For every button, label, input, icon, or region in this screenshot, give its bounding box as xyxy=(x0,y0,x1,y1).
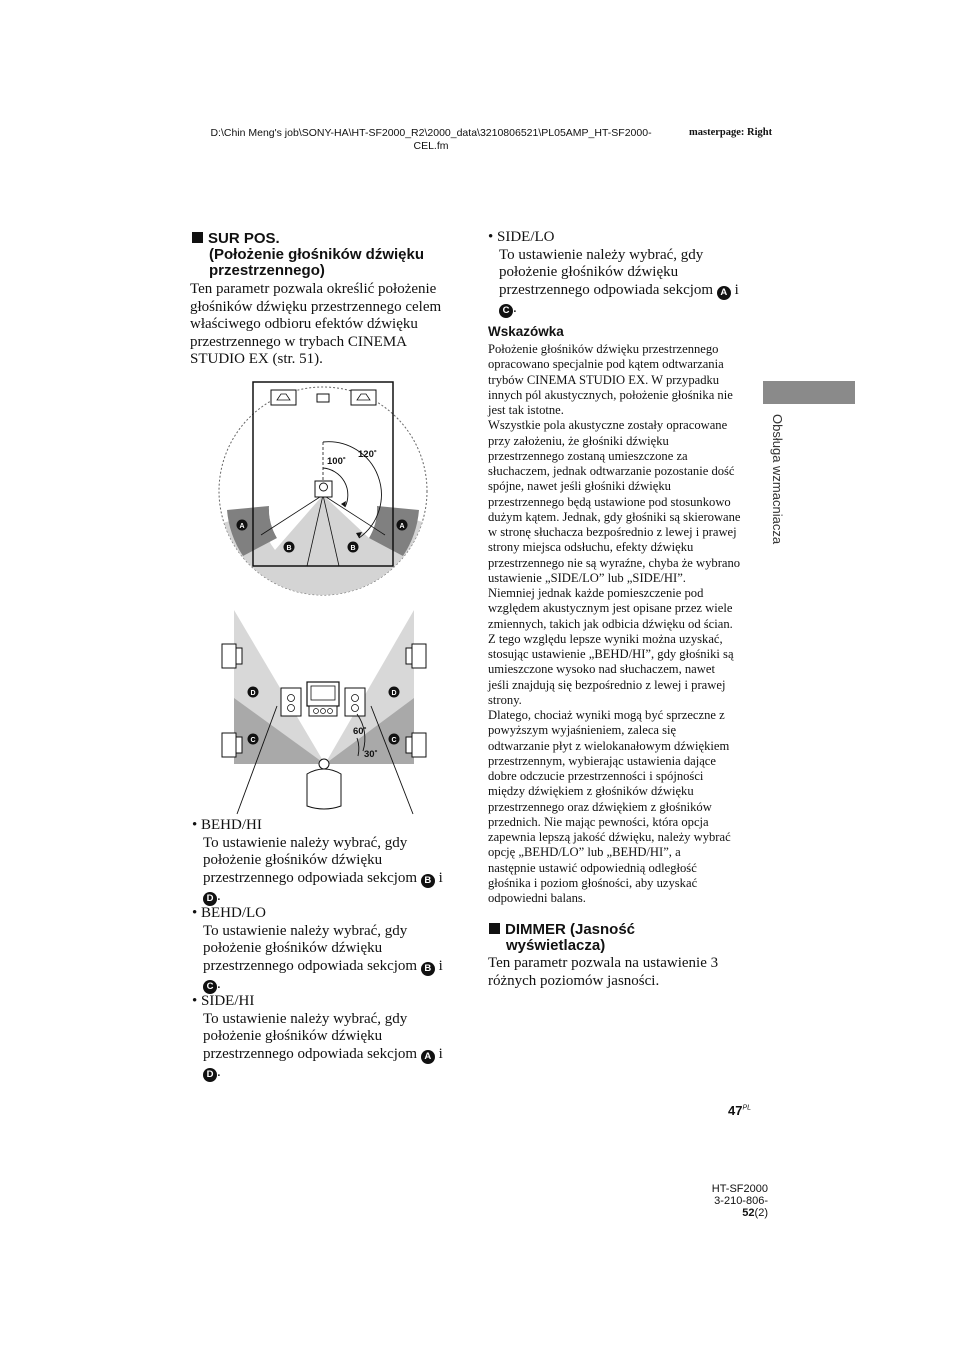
sur-pos-intro xyxy=(190,281,470,369)
section-marker: A xyxy=(421,1050,435,1064)
tip-line: Wszystkie pola akustyczne zostały opracowane xyxy=(488,418,728,433)
option-line: To ustawienie należy wybrać, gdy xyxy=(203,834,408,851)
dimmer-line: Ten parametr pozwala na ustawienie 3 xyxy=(488,955,719,971)
tip-line: jeśli znajdują się bezpośrednio z lewej i prawej xyxy=(488,677,726,692)
label-a-right xyxy=(397,520,408,531)
dimmer-heading xyxy=(489,922,749,954)
option-behd-lo: • BEHD/LO To ustawienie należy wybrać, gdy położenie głośników dźwięku przestrzennego odpowiada sekcjom B i C . xyxy=(192,905,467,994)
option-conj: i xyxy=(438,957,443,974)
option-line: przestrzennego odpowiada sekcjom xyxy=(203,869,418,886)
tip-line: dobre odczucie przestrzenności i spójności xyxy=(488,769,704,783)
label-d-right xyxy=(389,687,400,698)
tip-line: słuchaczem, jednak odtwarzanie pozostanie dość xyxy=(488,464,735,478)
section-tab-marker xyxy=(763,381,855,404)
model-info xyxy=(690,1183,768,1219)
svg-text:B: B xyxy=(350,545,356,552)
tip-line: jest tak istotne. xyxy=(488,403,564,417)
model-name: HT-SF2000 xyxy=(711,1183,768,1195)
file-path-header xyxy=(196,127,666,153)
option-conj: i xyxy=(438,869,443,886)
angle-30-label: 30˚ xyxy=(364,749,378,760)
option-line: przestrzennego odpowiada sekcjom xyxy=(499,281,714,298)
rear-left-high-speaker-icon xyxy=(222,644,236,668)
section-marker: C xyxy=(499,304,513,318)
tip-line: opcję „BEHD/LO” lub „BEHD/HI”, a xyxy=(488,845,681,860)
angle-120-label: 120˚ xyxy=(358,449,378,460)
option-end: . xyxy=(217,887,221,904)
section-side-label-text: Obsługa wzmacniacza xyxy=(770,414,785,545)
option-side-lo: • SIDE/LO To ustawienie należy wybrać, gdy położenie głośników dźwięku przestrzennego odpowiada sekcjom A i C . xyxy=(488,229,753,318)
option-line: przestrzennego odpowiada sekcjom xyxy=(203,957,418,974)
sur-pos-heading xyxy=(192,231,462,279)
tip-line: powyższym wyjaśnieniem, zaleca się xyxy=(488,723,677,738)
svg-text:A: A xyxy=(399,523,405,530)
option-line: To ustawienie należy wybrać, gdy xyxy=(499,246,704,263)
tip-line: ustawienie „SIDE/LO” lub „SIDE/HI”. xyxy=(488,570,686,585)
masterpage-label: masterpage: Right xyxy=(689,127,773,138)
tip-line: przestrzennego będą ustawione pod stosunkowo xyxy=(488,494,731,509)
tip-line: Z tego względu lepsze wyniki można uzyskać, xyxy=(488,631,723,646)
listener-head-icon xyxy=(319,759,329,769)
tip-line: przy założeniu, że głośniki dźwięku xyxy=(488,433,669,448)
section-marker: B xyxy=(421,874,435,888)
tip-line: głośnika i poziom głośności, aby uzyskać xyxy=(488,875,698,890)
svg-text:B: B xyxy=(286,545,292,552)
rear-right-low-speaker-icon xyxy=(412,733,426,757)
section-marker: D xyxy=(203,892,217,906)
option-end: . xyxy=(217,975,221,992)
page-number xyxy=(728,1103,751,1118)
option-end: . xyxy=(217,1063,221,1080)
tip-line: przednich. Nie mając pewności, która opcja xyxy=(488,814,709,829)
dimmer-text xyxy=(488,955,753,990)
tip-line: dużym kątem. Jednak, gdy głośniki są skierowane xyxy=(488,509,741,524)
section-marker: D xyxy=(203,1068,217,1082)
tip-line: względem akustycznym jest opisane przez wiele xyxy=(488,601,733,616)
tip-line: stosując ustawienie „BEHD/HI”, gdy głośniki są xyxy=(488,647,734,661)
rear-right-high-speaker-icon xyxy=(412,644,426,668)
tip-line: odtwarzanie płyt z wielokanałowym dźwiękiem xyxy=(488,738,730,753)
option-line: To ustawienie należy wybrać, gdy xyxy=(203,922,408,939)
tip-line: przestrzennego nie są wyraźne, chyba że wybrano xyxy=(488,555,741,570)
option-line: położenie głośników dźwięku xyxy=(203,1028,383,1045)
section-marker: A xyxy=(717,286,731,300)
front-left-speaker-icon xyxy=(271,390,296,405)
label-c-right xyxy=(389,734,400,745)
tip-text xyxy=(488,342,758,906)
tip-line: strony. xyxy=(488,692,522,707)
option-line: położenie głośników dźwięku xyxy=(203,940,383,957)
page-number-value: 47 xyxy=(728,1103,743,1118)
section-marker: C xyxy=(203,980,217,994)
dimmer-heading-line-2: wyświetlacza) xyxy=(506,937,606,954)
section-marker: B xyxy=(421,962,435,976)
option-line: położenie głośników dźwięku xyxy=(499,264,679,281)
tip-line: zmiennych, takich jak odbicia dźwięku od ścian. xyxy=(488,616,733,631)
tip-line: Dlatego, chociaż wyniki mogą być sprzeczne z xyxy=(488,708,725,722)
file-path-line-1: D:\Chin Meng's job\SONY-HA\HT-SF2000_R2\2000_data\3210806521\PL05AMP_HT-SF2000- xyxy=(210,127,652,139)
option-end: . xyxy=(513,299,517,316)
svg-text:C: C xyxy=(391,737,397,744)
label-d-left xyxy=(248,687,259,698)
label-b-left xyxy=(284,542,295,553)
intro-line: przestrzennego w trybach CINEMA xyxy=(190,333,408,350)
option-side-hi: • SIDE/HI To ustawienie należy wybrać, gdy położenie głośników dźwięku przestrzennego odpowiada sekcjom A i D . xyxy=(192,993,467,1082)
angle-100-label: 100˚ xyxy=(327,456,347,467)
front-right-speaker-icon xyxy=(351,390,376,405)
tip-line: między dźwiękiem z głośników dźwięku xyxy=(488,784,694,799)
sur-pos-heading-line-1: SUR POS. xyxy=(208,230,280,247)
option-line: położenie głośników dźwięku xyxy=(203,852,383,869)
tip-line: trybów CINEMA STUDIO EX. W przypadku xyxy=(488,372,720,387)
sur-pos-heading-line-3: przestrzennego) xyxy=(209,262,325,279)
section-side-label xyxy=(770,414,786,584)
option-behd-hi: • BEHD/HI To ustawienie należy wybrać, gdy położenie głośników dźwięku przestrzennego odpowiada sekcjom B i D . xyxy=(192,817,467,906)
option-name: SIDE/LO xyxy=(497,229,555,245)
option-conj: i xyxy=(438,1045,443,1062)
sur-pos-heading-line-2: (Położenie głośników dźwięku xyxy=(209,246,425,263)
svg-text:A: A xyxy=(239,523,245,530)
tip-line: innych pól akustycznych, położenie głośnika nie xyxy=(488,387,733,402)
label-c-left xyxy=(248,734,259,745)
model-code: 3-210-806-52(2) xyxy=(714,1195,768,1219)
option-name: BEHD/LO xyxy=(201,905,267,921)
tip-line: zapewnia lepszą jakość dźwięku, należy wybrać xyxy=(488,830,731,844)
intro-line: STUDIO EX (str. 51). xyxy=(190,351,323,368)
tip-line: następnie ustawić odpowiednią odległość xyxy=(488,860,697,875)
listener-chair-icon xyxy=(307,769,341,809)
svg-text:D: D xyxy=(250,690,256,697)
option-name: SIDE/HI xyxy=(201,993,255,1009)
svg-text:C: C xyxy=(250,737,256,744)
tip-line: w stronę słuchacza bezpośrednio z lewej i prawej xyxy=(488,525,737,539)
center-speaker-icon xyxy=(317,394,329,402)
tip-line: strony miejsca odsłuchu, efekty dźwięku xyxy=(488,540,694,555)
tip-line: umieszczone wysoko nad słuchaczem, nawet xyxy=(488,662,715,677)
room-layout-diagram xyxy=(215,378,437,600)
tip-line: Położenie głośników dźwięku przestrzennego xyxy=(488,342,719,356)
svg-text:D: D xyxy=(391,690,397,697)
option-line: przestrzennego odpowiada sekcjom xyxy=(203,1045,418,1062)
page-number-suffix: PL xyxy=(742,1104,752,1112)
square-bullet-icon xyxy=(489,923,500,934)
tip-line: opracowano specjalnie pod kątem odtwarzania xyxy=(488,357,724,372)
label-b-right xyxy=(348,542,359,553)
tip-title: Wskazówka xyxy=(488,324,564,339)
option-conj: i xyxy=(734,281,739,298)
option-line: To ustawienie należy wybrać, gdy xyxy=(203,1010,408,1027)
intro-line: właściwego odbioru efektów dźwięku xyxy=(190,316,418,333)
tip-line: przestrzennego oraz dźwiękiem z głośników xyxy=(488,799,712,814)
intro-line: głośników dźwięku przestrzennego celem xyxy=(190,298,442,315)
dimmer-line: różnych poziomów jasności. xyxy=(488,972,660,989)
intro-line: Ten parametr pozwala określić położenie xyxy=(190,281,437,297)
tip-line: spójne, nawet jeśli głośniki dźwięku xyxy=(488,479,671,494)
dimmer-heading-line-1: DIMMER (Jasność xyxy=(505,921,636,938)
file-path-line-2: CEL.fm xyxy=(413,140,449,152)
option-name: BEHD/HI xyxy=(201,817,262,833)
tip-line: odpowiedni balans. xyxy=(488,891,586,905)
label-a-left xyxy=(237,520,248,531)
tip-line: Niemniej jednak każde pomieszczenie pod xyxy=(488,586,704,600)
side-view-diagram xyxy=(217,606,435,818)
rear-left-low-speaker-icon xyxy=(222,733,236,757)
square-bullet-icon xyxy=(192,232,203,243)
angle-60-label: 60˚ xyxy=(353,726,367,737)
tip-line: przestrzennym, wybierając ustawienia dające xyxy=(488,753,716,768)
tip-line: przestrzennego zostaną umieszczone za xyxy=(488,448,688,463)
